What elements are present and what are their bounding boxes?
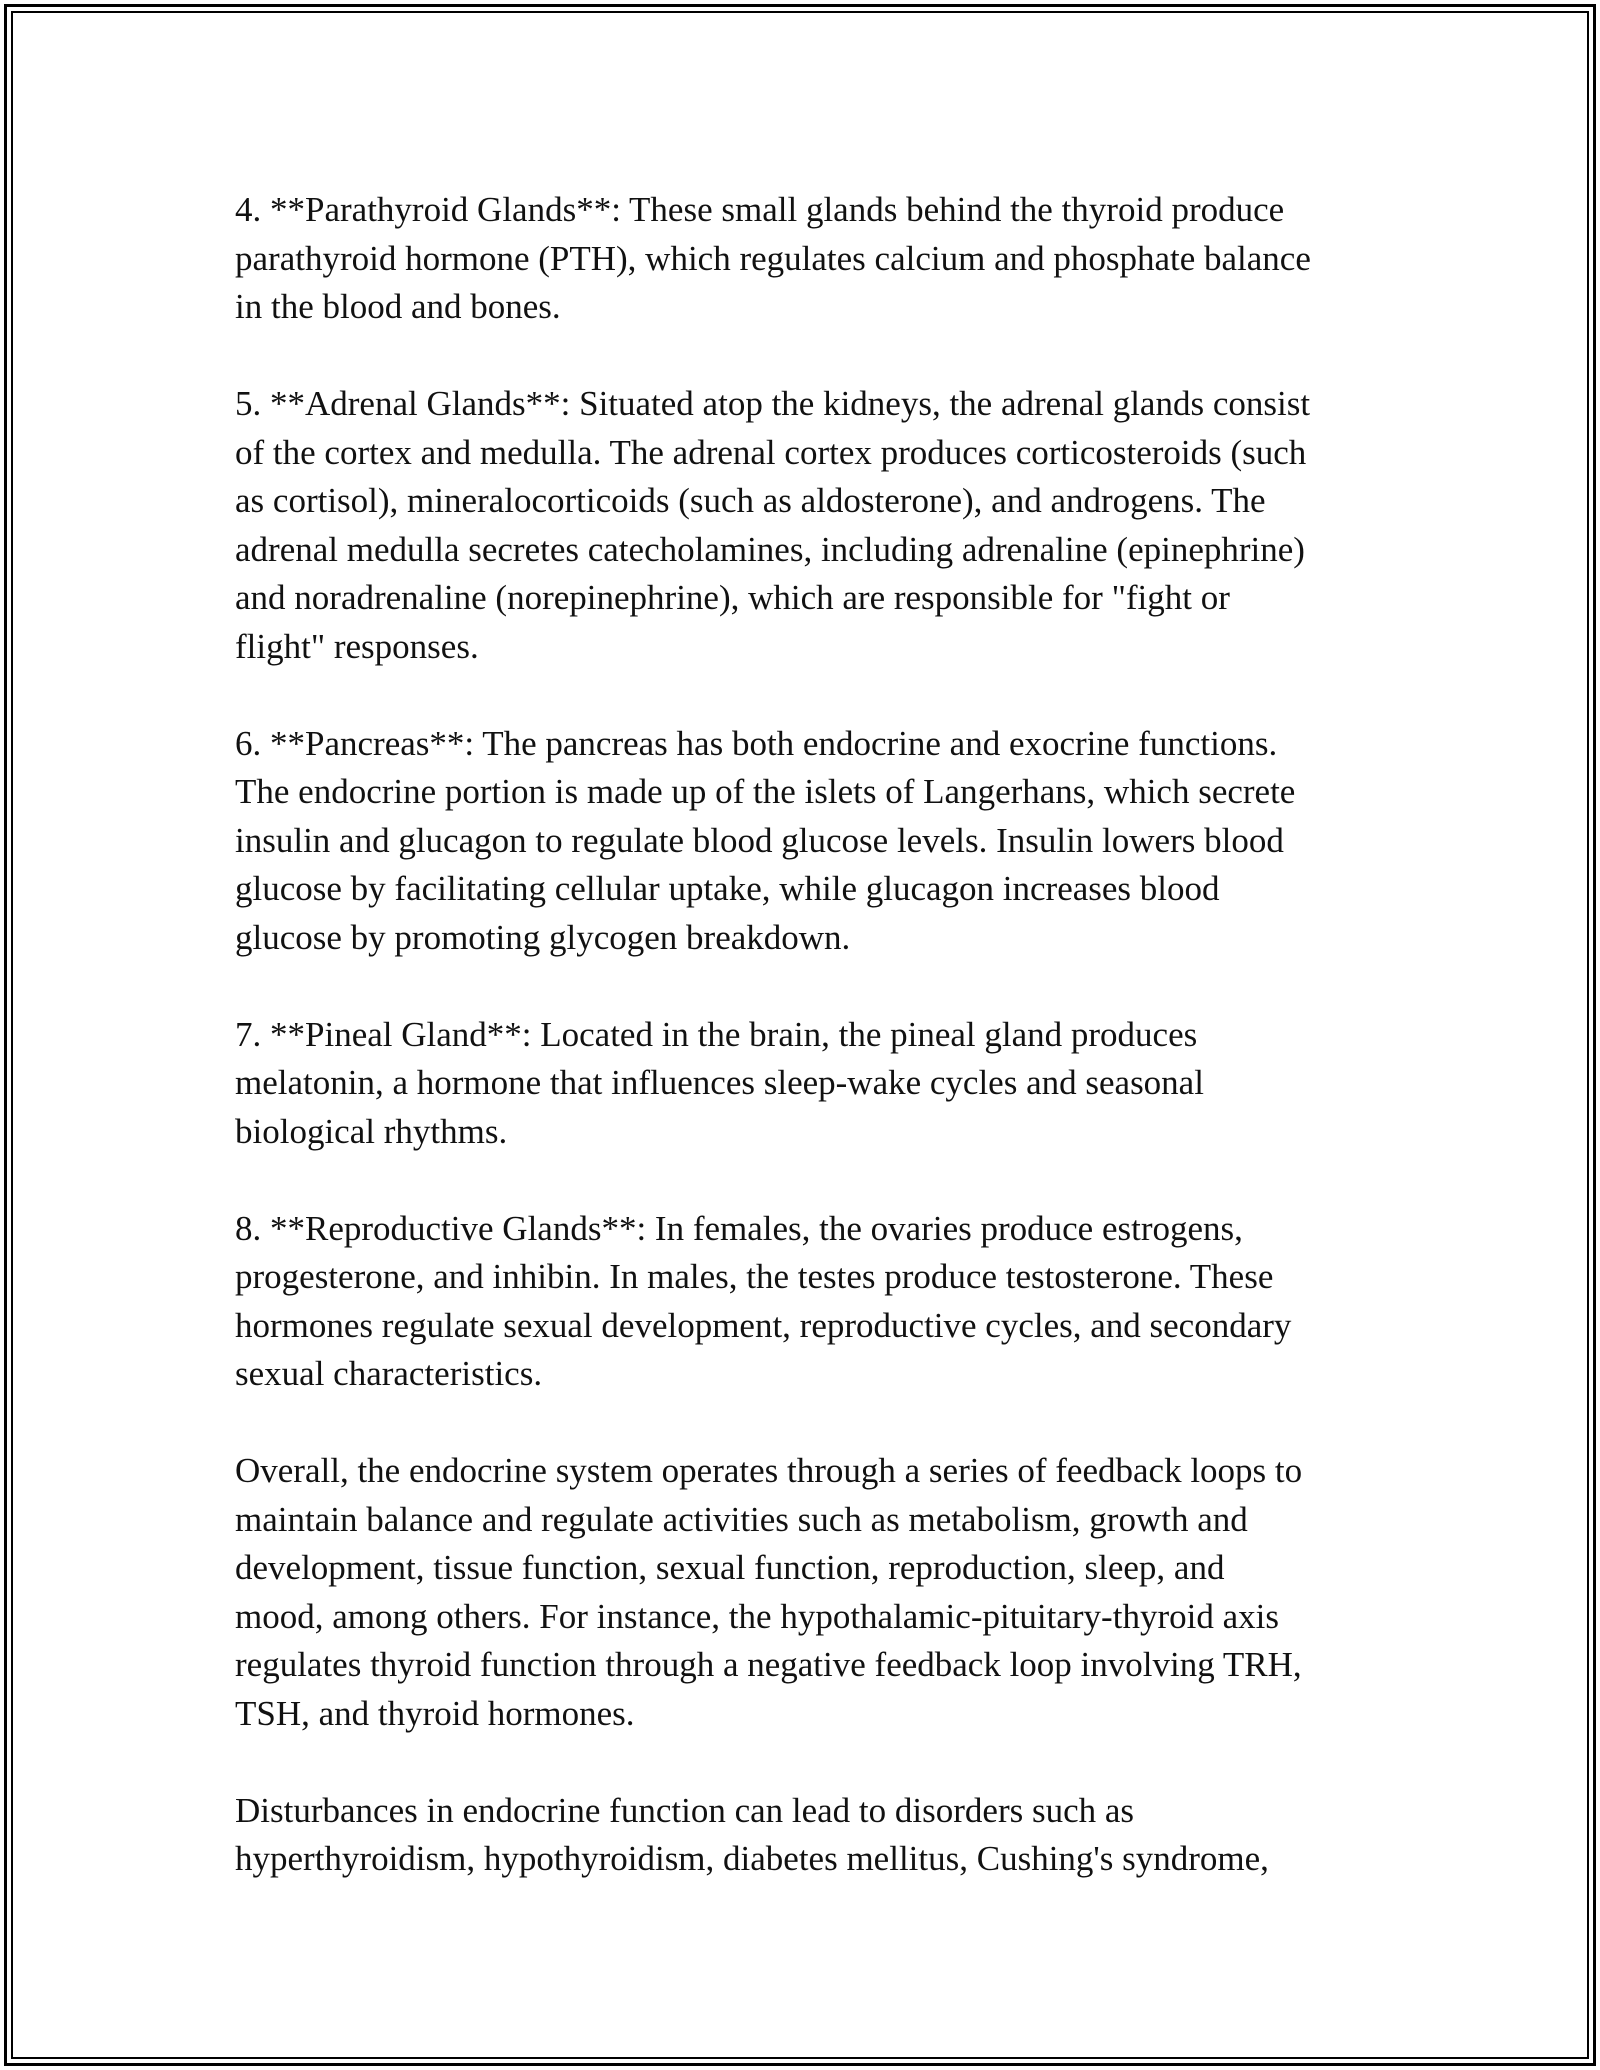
text-line: insulin and glucagon to regulate blood glucose levels. Insulin lowers blood <box>235 820 1284 860</box>
document-body <box>235 186 1375 1884</box>
paragraph-adrenal-glands <box>235 380 1375 671</box>
text-line: 7. **Pineal Gland**: Located in the brain, the pineal gland produces <box>235 1014 1198 1054</box>
text-line: 5. **Adrenal Glands**: Situated atop the kidneys, the adrenal glands consist <box>235 384 1311 423</box>
text-line: sexual characteristics. <box>235 1354 543 1393</box>
text-line: in the blood and bones. <box>235 287 561 326</box>
text-line: hyperthyroidism, hypothyroidism, diabetes mellitus, Cushing's syndrome, <box>235 1839 1269 1878</box>
paragraph-disturbances <box>235 1787 1375 1884</box>
text-line: glucose by facilitating cellular uptake, while glucagon increases blood <box>235 869 1220 908</box>
text-line: glucose by promoting glycogen breakdown. <box>235 917 851 957</box>
text-line: biological rhythms. <box>235 1111 508 1151</box>
text-line: flight" responses. <box>235 626 479 666</box>
text-line: melatonin, a hormone that influences sleep-wake cycles and seasonal <box>235 1063 1204 1102</box>
text-line: adrenal medulla secretes catecholamines, including adrenaline (epinephrine) <box>235 529 1305 569</box>
text-line: progesterone, and inhibin. In males, the testes produce testosterone. These <box>235 1257 1274 1296</box>
text-line: TSH, and thyroid hormones. <box>235 1693 635 1733</box>
text-line: hormones regulate sexual development, reproductive cycles, and secondary <box>235 1305 1292 1345</box>
text-line: maintain balance and regulate activities such as metabolism, growth and <box>235 1499 1248 1539</box>
text-line: Disturbances in endocrine function can lead to disorders such as <box>235 1790 1135 1830</box>
paragraph-reproductive-glands <box>235 1205 1375 1399</box>
paragraph-pineal-gland <box>235 1011 1375 1157</box>
paragraph-pancreas <box>235 720 1375 963</box>
text-line: regulates thyroid function through a negative feedback loop involving TRH, <box>235 1645 1302 1684</box>
text-line: 6. **Pancreas**: The pancreas has both endocrine and exocrine functions. <box>235 723 1278 763</box>
paragraph-parathyroid-glands <box>235 186 1375 332</box>
text-line: 8. **Reproductive Glands**: In females, the ovaries produce estrogens, <box>235 1208 1243 1248</box>
text-line: parathyroid hormone (PTH), which regulates calcium and phosphate balance <box>235 238 1311 278</box>
text-line: 4. **Parathyroid Glands**: These small glands behind the thyroid produce <box>235 190 1285 229</box>
text-line: development, tissue function, sexual function, reproduction, sleep, and <box>235 1548 1225 1587</box>
text-line: mood, among others. For instance, the hypothalamic-pituitary-thyroid axis <box>235 1596 1279 1636</box>
text-line: and noradrenaline (norepinephrine), which are responsible for "fight or <box>235 578 1230 617</box>
text-line: as cortisol), mineralocorticoids (such as aldosterone), and androgens. The <box>235 481 1266 520</box>
text-line: The endocrine portion is made up of the islets of Langerhans, which secrete <box>235 772 1296 811</box>
text-line: Overall, the endocrine system operates through a series of feedback loops to <box>235 1451 1303 1490</box>
text-line: of the cortex and medulla. The adrenal cortex produces corticosteroids (such <box>235 432 1307 472</box>
paragraph-overall <box>235 1447 1375 1738</box>
